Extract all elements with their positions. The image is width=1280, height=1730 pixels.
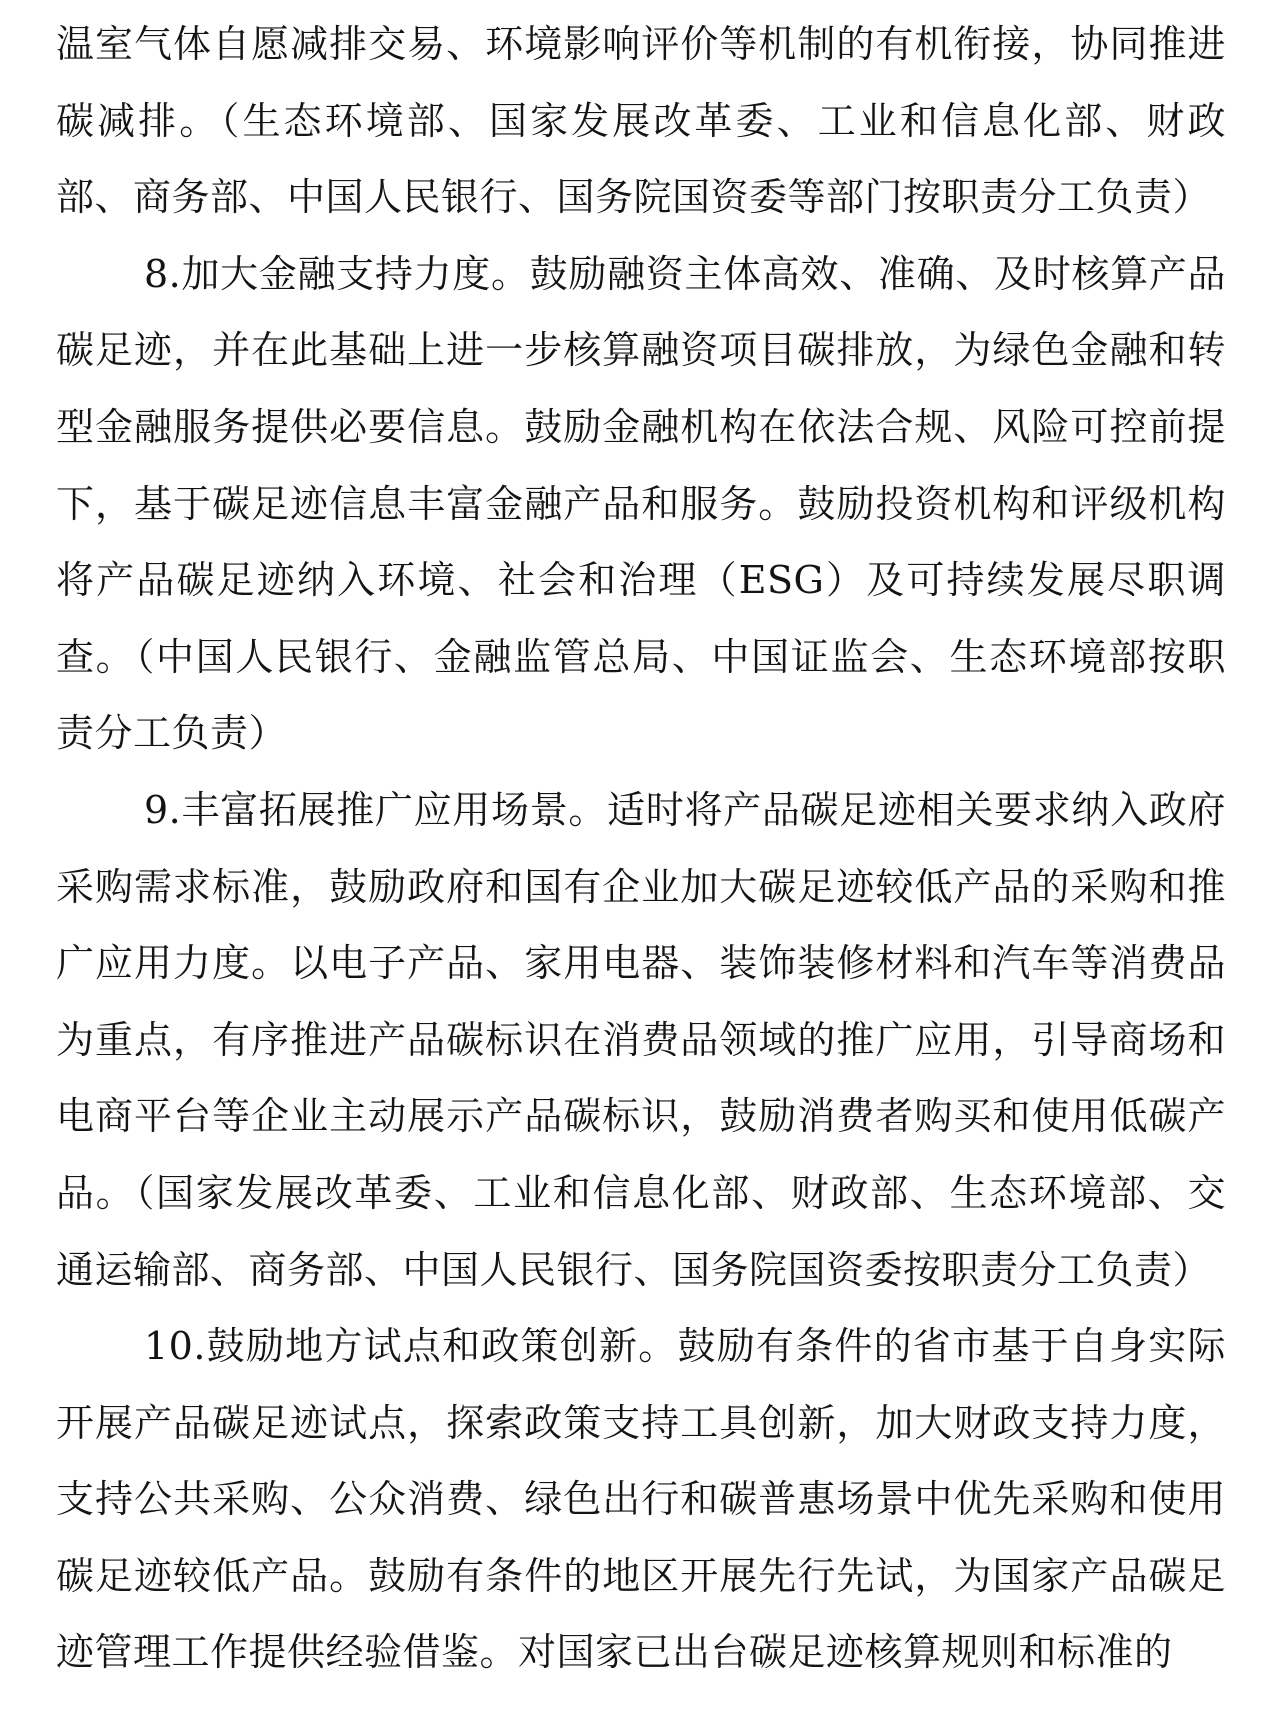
paragraph-item-10: 10.鼓励地方试点和政策创新。鼓励有条件的省市基于自身实际开展产品碳足迹试点，探索政策支持工具创新，加大财政支持力度，支持公共采购、公众消费、绿色出行和碳普惠场景中优先采购和使用碳足迹较低产品。鼓励有条件的地区开展先行先试，为国家产品碳足迹管理工作提供经验借鉴。对国家已出台碳足迹核算规则和标准的 — [56, 1324, 1226, 1675]
document-body — [56, 6, 1226, 1691]
paragraph-item-8: 8.加大金融支持力度。鼓励融资主体高效、准确、及时核算产品碳足迹，并在此基础上进一步核算融资项目碳排放，为绿色金融和转型金融服务提供必要信息。鼓励金融机构在依法合规、风险可控前提下，基于碳足迹信息丰富金融产品和服务。鼓励投资机构和评级机构将产品碳足迹纳入环境、社会和治理（ESG）及可持续发展尽职调查。（中国人民银行、金融监管总局、中国证监会、生态环境部按职责分工负责） — [56, 251, 1226, 756]
paragraph-continued: 温室气体自愿减排交易、环境影响评价等机制的有机衔接，协同推进碳减排。（生态环境部、国家发展改革委、工业和信息化部、财政部、商务部、中国人民银行、国务院国资委等部门按职责分工负责） — [56, 22, 1226, 220]
paragraph-item-9: 9.丰富拓展推广应用场景。适时将产品碳足迹相关要求纳入政府采购需求标准，鼓励政府和国有企业加大碳足迹较低产品的采购和推广应用力度。以电子产品、家用电器、装饰装修材料和汽车等消费品为重点，有序推进产品碳标识在消费品领域的推广应用，引导商场和电商平台等企业主动展示产品碳标识，鼓励消费者购买和使用低碳产品。（国家发展改革委、工业和信息化部、财政部、生态环境部、交通运输部、商务部、中国人民银行、国务院国资委按职责分工负责） — [56, 787, 1226, 1292]
